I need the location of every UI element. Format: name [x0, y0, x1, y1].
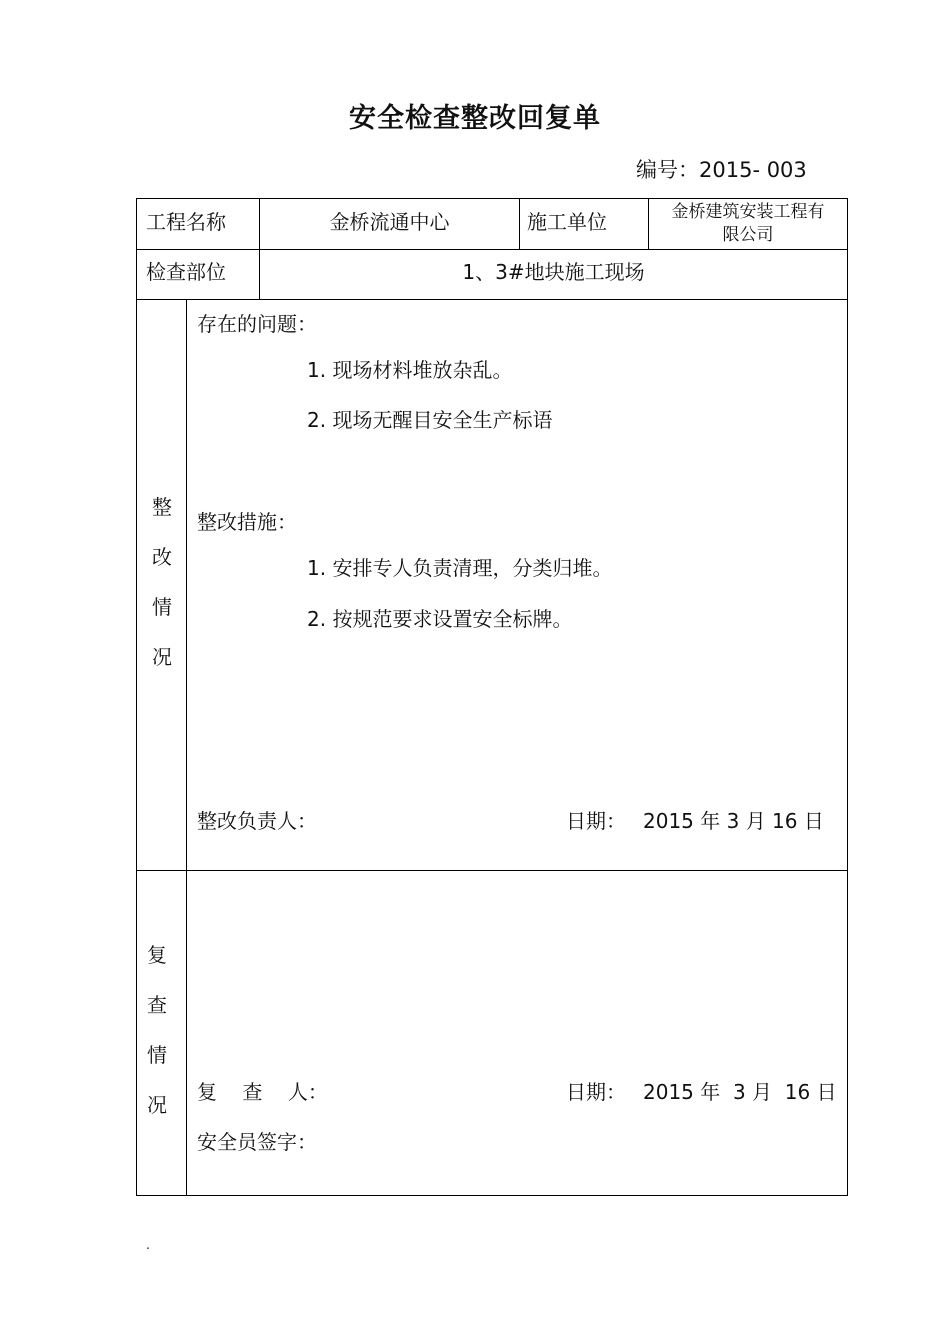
row-divider: [137, 249, 847, 250]
measure-item: 1. 安排专人负责清理，分类归堆。: [307, 556, 613, 580]
project-name-value: 金桥流通中心: [329, 210, 450, 234]
problems-heading: 存在的问题：: [197, 312, 317, 336]
column-divider: [186, 299, 187, 1196]
review-date-value: 2015 年 3 月 16 日: [643, 1080, 837, 1104]
document-number: 编号：2015- 003: [636, 158, 807, 182]
page-title: 安全检查整改回复单: [349, 103, 601, 134]
measure-item: 2. 按规范要求设置安全标牌。: [307, 607, 573, 631]
rectification-date-value: 2015 年 3 月 16 日: [643, 809, 824, 833]
problem-item: 1. 现场材料堆放杂乱。: [307, 358, 513, 382]
inspection-location-label: 检查部位: [146, 260, 226, 284]
rectification-side-label: 整 改 情 况: [152, 495, 172, 669]
measures-heading: 整改措施：: [197, 510, 297, 534]
construction-unit-label: 施工单位: [527, 210, 607, 234]
column-divider: [519, 199, 520, 249]
row-divider: [137, 299, 847, 300]
footer-mark: .: [146, 1238, 150, 1252]
review-side-label: 复 查 情 况: [147, 943, 167, 1117]
rectification-form-table: [136, 198, 848, 1196]
responsible-person-label: 整改负责人：: [197, 809, 317, 833]
reviewer-label: 复 查 人：: [197, 1080, 328, 1104]
construction-unit-value-line2: 限公司: [722, 225, 774, 245]
problem-item: 2. 现场无醒目安全生产标语: [307, 408, 553, 432]
project-name-label: 工程名称: [146, 210, 226, 234]
safety-officer-signature-label: 安全员签字：: [197, 1130, 317, 1154]
construction-unit-value-line1: 金桥建筑安装工程有: [671, 202, 825, 222]
rectification-date-label: 日期：: [566, 809, 626, 833]
row-divider: [137, 870, 847, 871]
review-date-label: 日期：: [566, 1080, 626, 1104]
inspection-location-value: 1、3#地块施工现场: [462, 260, 645, 284]
